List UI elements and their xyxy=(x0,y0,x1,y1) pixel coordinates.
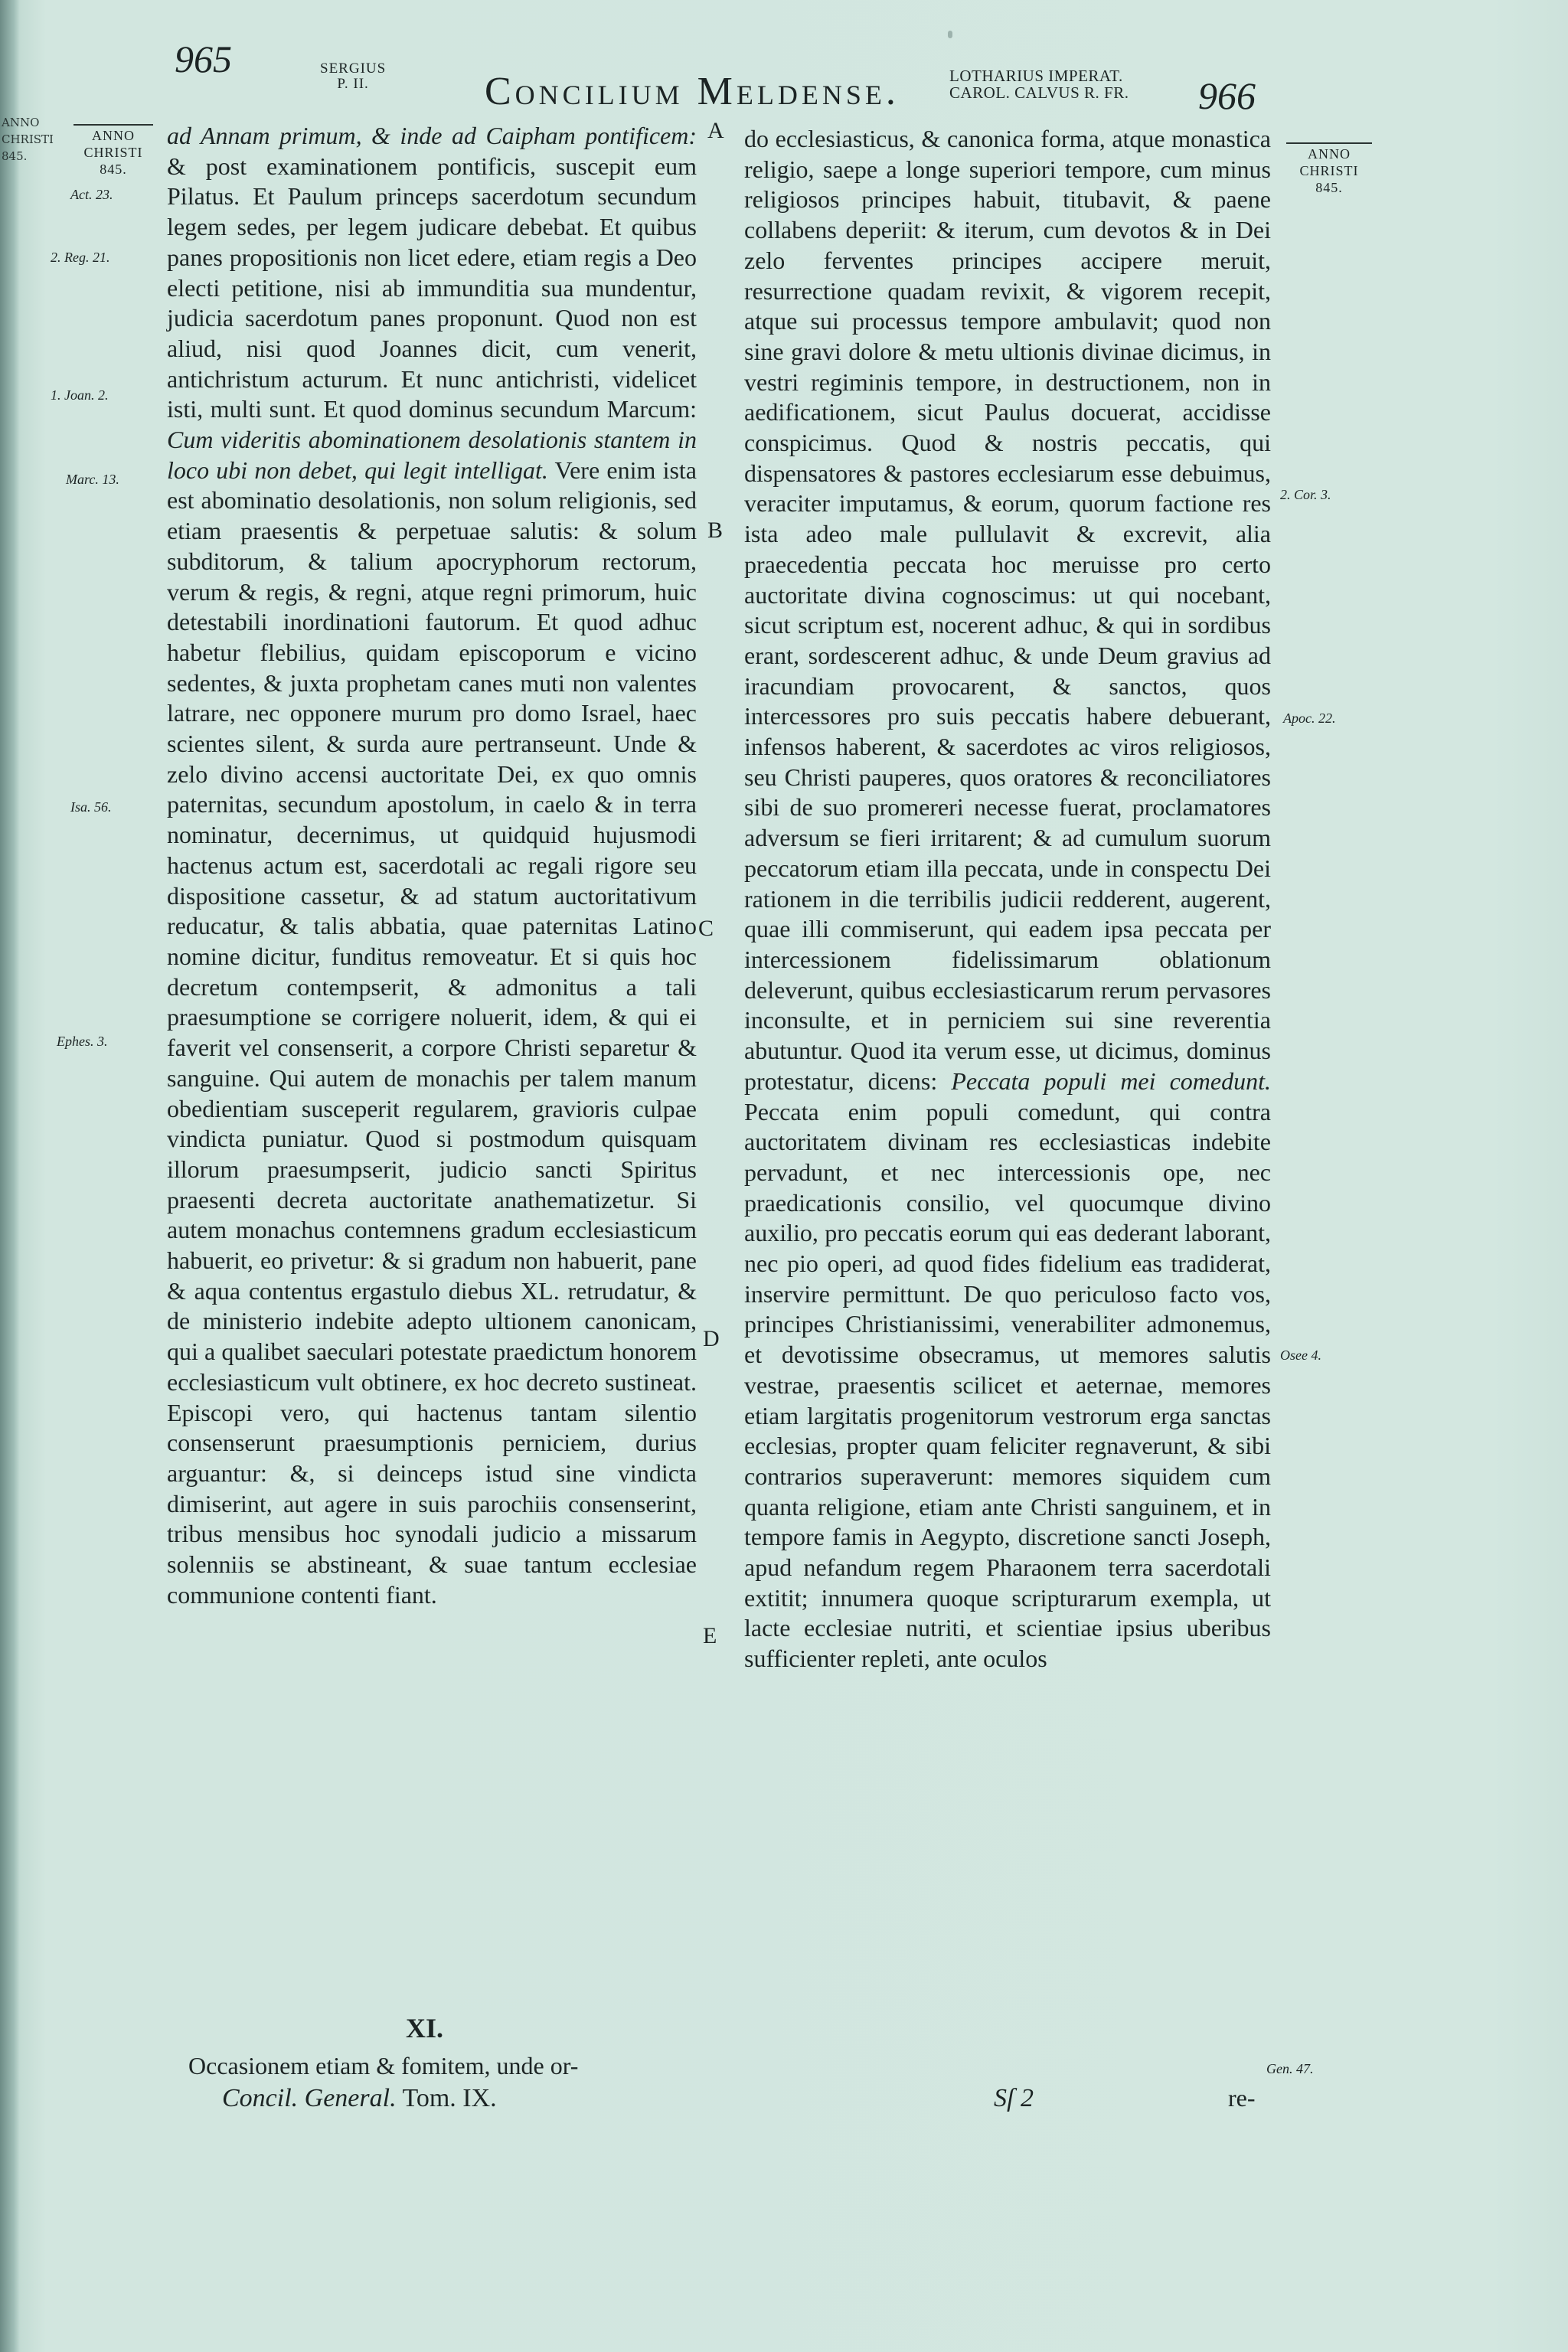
margin-ref: Ephes. 3. xyxy=(57,1034,108,1049)
section-number: XI. xyxy=(406,2013,444,2043)
collection-title: Concil. General. xyxy=(222,2084,397,2112)
margin-ref: 2. Reg. 21. xyxy=(51,250,110,265)
year-note-left-christi: CHRISTI xyxy=(83,145,143,160)
italic-quote: ad Annam primum, & inde ad Caipham pontificem: xyxy=(167,122,697,149)
right-column-paragraph xyxy=(744,124,1271,1674)
section-letter: B xyxy=(707,518,724,543)
left-column xyxy=(167,121,697,1610)
italic-quote: Cum videritis abominationem desolationis stantem in loco ubi non debet, qui legit intelligat. xyxy=(167,426,697,484)
volume-signature xyxy=(222,2084,497,2113)
ink-speck xyxy=(948,31,952,38)
running-head-right xyxy=(949,67,1129,101)
gathering-signature: Sſ 2 xyxy=(994,2084,1034,2112)
tome-number: Tom. IX. xyxy=(402,2084,497,2112)
margin-ref: Isa. 56. xyxy=(70,799,112,815)
page-title: Concilium Meldense. xyxy=(485,70,900,113)
running-head-left-line1: SERGIUS xyxy=(320,60,387,77)
year-note-left xyxy=(74,124,153,178)
adjacent-page-edge xyxy=(0,0,54,2352)
body-text: Vere enim ista est abominatio desolationis, non solum religionis, sed etiam praesentis & perpetuae salutis: & solum subditorum, & talium apocryphorum rectorum, verum & regis, & regni, atque regni primorum, huic detestabili inordinationi fautorum. Et quod adhuc habetur flebilius, quidam episcoporum e vicino sedentes, & juxta prophetam canes muti non valentes latrare, nec opponere murum pro domo Israel, haec scientes silent, & surda aure pertranseunt. Unde & zelo divino accensi auctoritate Dei, ex quo omnis paternitas, secundum apostolum, in caelo & in terra nominatur, decernimus, ut quidquid hujusmodi hactenus actum est, sacerdotali ac regali rigore seu dispositione cassetur, & ad statum auctoritativum reducatur, & talis abbatia, quae paternitas Latino nomine dicitur, funditus removeatur. Et si quis hoc decretum contempserit, & admonitus a tali praesumptione se corrigere noluerit, idem, & qui ei faverit vel consenserit, a corpore Christi separetur & sanguine. Qui autem de monachis per talem manum obedientiam susceperit regularem, gravioris culpae vindicta puniatur. Quod si postmodum quisquam illorum praesumpserit, judicio sancti Spiritus praesenti decreta auctoritate anathematizetur. Si autem monachus contemnens gradum ecclesiasticum habuerit, eo privetur: & si gradum non habuerit, pane & aqua contentus ergastulo diebus XL. retrudatur, & de ministerio indebite adepto ultionem canonicam, qui a qualibet saeculari potestate praedictum honorem ecclesiasticum vult obtinere, ex hoc decreto sustineat. Episcopi vero, qui hactenus tantam silentio consenserunt praesumptionis perniciem, durius arguantur: &, si deinceps istud sine vindicta dimiserint, aut agere in suis parochiis consenserint, tribus mensibus hoc synodali judicio a missarum solenniis se abstineant, & suae tantum ecclesiae communione contenti fiant. xyxy=(167,456,697,1609)
left-column-paragraph xyxy=(167,121,697,1610)
running-head-right-line2: CAROL. CALVUS R. FR. xyxy=(949,83,1129,102)
body-text: Peccata enim populi comedunt, qui contra auctoritatem divinam res ecclesiasticas indebite pervadunt, et nec intercessionis ope, nec praedicationis consilio, vel quocumque divino auxilio, pro peccatis eorum qui eas dederant laborant, nec pio operi, ad quod fides fidelium eas tradiderat, inservire permittunt. De quo periculoso facto vos, principes Christianissimi, venerabiliter admonemus, et devotissime obsecramus, ut memores salutis vestrae, praesentis scilicet et aeternae, memores etiam largitatis progenitorum vestrorum erga sanctas ecclesias, propter quam feliciter regnaverunt, & sibi contrarios superaverunt: memores siquidem cum quanta religione, etiam ante Christi sanguinem, et in tempore famis in Aegypto, discretione sancti Joseph, apud nefandum regem Pharaonem terra sacerdotali extitit; innumera quoque scripturarum exempla, ut lacte ecclesiae nutriti, et scientiae ipsius uberibus sufficienter repleti, ante oculos xyxy=(744,1097,1271,1673)
body-text: do ecclesiasticus, & canonica forma, atque monastica religio, saepe a longe superiori tempore, cum minus religiosos principes habuit, titubavit, & paene collabens deperiit: & iterum, cum devotos & in Dei zelo ferventes principes accipere meruit, resurrectione quadam revixit, & vigorem recepit, atque sui processus tempore ambulavit; quod non sine gravi dolore & metu ultionis divinae dicimus, in vestri regiminis tempore, in destructionem, non in aedificationem, sicut Paulus docuerat, accidisse conspicimus. Quod & nostris peccatis, qui dispensatores & pastores ecclesiarum esse debuimus, veraciter imputamus, & eorum, quorum factione res ista adeo male pullulavit & excrevit, alia praecedentia peccata hoc meruisse pro certo auctoritate divina cognoscimus: ut qui nocebant, sicut scriptum est, nocerent adhuc, & qui in sordibus erant, sordescerent adhuc, & unde Deum gravius ad iracundiam provocarent, & sanctos, quos intercessores pro suis peccatis habere debuerant, infensos haberent, & sacerdotes ac viros religiosos, seu Christi pauperes, quos oratores & reconciliatores sibi de suo promereri necesse fuerat, proclamatores adversum se fieri irritarent; & ad cumulum suorum peccatorum etiam illa peccata, unde in conspectu Dei rationem in die terribilis judicii redderent, augerent, quae illi commiserunt, qui eadem ipsa peccata per intercessionem fidelissimarum oblationum deleverunt, quibus ecclesiasticarum rerum pervasores inconsulte, et in perniciem sui sine reverentia abutuntur. Quod ita verum esse, ut dicimus, dominus protestatur, dicens: xyxy=(744,125,1271,1095)
margin-ref: Marc. 13. xyxy=(66,472,119,487)
section-letter: D xyxy=(703,1326,720,1351)
margin-ref: Act. 23. xyxy=(70,187,113,202)
running-head-right-line1: LOTHARIUS IMPERAT. xyxy=(949,67,1123,85)
year-note-right-year: 845. xyxy=(1315,180,1343,195)
margin-ref: 1. Joan. 2. xyxy=(51,387,109,403)
page-number-right: 966 xyxy=(1198,74,1256,117)
page-number-left: 965 xyxy=(175,38,232,80)
gutter-anno: ANNO xyxy=(2,116,40,129)
running-head-left-line2: P. II. xyxy=(337,76,369,92)
right-column xyxy=(744,124,1271,1674)
margin-ref: Osee 4. xyxy=(1280,1348,1321,1363)
section-letter: A xyxy=(707,118,724,143)
catchword: re- xyxy=(1228,2084,1256,2112)
margin-ref: Gen. 47. xyxy=(1266,2061,1314,2076)
margin-ref: 2. Cor. 3. xyxy=(1280,487,1331,502)
year-note-left-year: 845. xyxy=(100,162,127,177)
year-note-right-christi: CHRISTI xyxy=(1299,163,1359,178)
year-note-right-anno: ANNO xyxy=(1308,146,1351,162)
body-text: & post examinationem pontificis, suscepit eum Pilatus. Et Paulum princeps sacerdotum secundum legem sedes, per legem judicare debebat. Et quibus panes propositionis non licet edere, etiam regis a Deo electi petitione, nisi ab immunditia sua mundentur, judicia sacerdotum panes proponunt. Quod non est aliud, nisi quod Joannes dicit, cum venerit, antichristum acturum. Et nunc antichristi, videlicet isti, multi sunt. Et quod dominus secundum Marcum: xyxy=(167,152,697,423)
gutter-year: 845. xyxy=(2,149,28,163)
section-opening-line: Occasionem etiam & fomitem, unde or- xyxy=(188,2052,579,2079)
italic-quote: Peccata populi mei comedunt. xyxy=(937,1067,1272,1095)
gutter-christi: CHRISTI xyxy=(2,132,54,146)
running-head-left xyxy=(320,61,386,92)
year-note-left-anno: ANNO xyxy=(92,128,135,143)
section-letter: C xyxy=(698,916,714,941)
margin-ref: Apoc. 22. xyxy=(1283,710,1336,726)
year-note-right xyxy=(1286,142,1372,196)
section-letter: E xyxy=(703,1623,717,1648)
